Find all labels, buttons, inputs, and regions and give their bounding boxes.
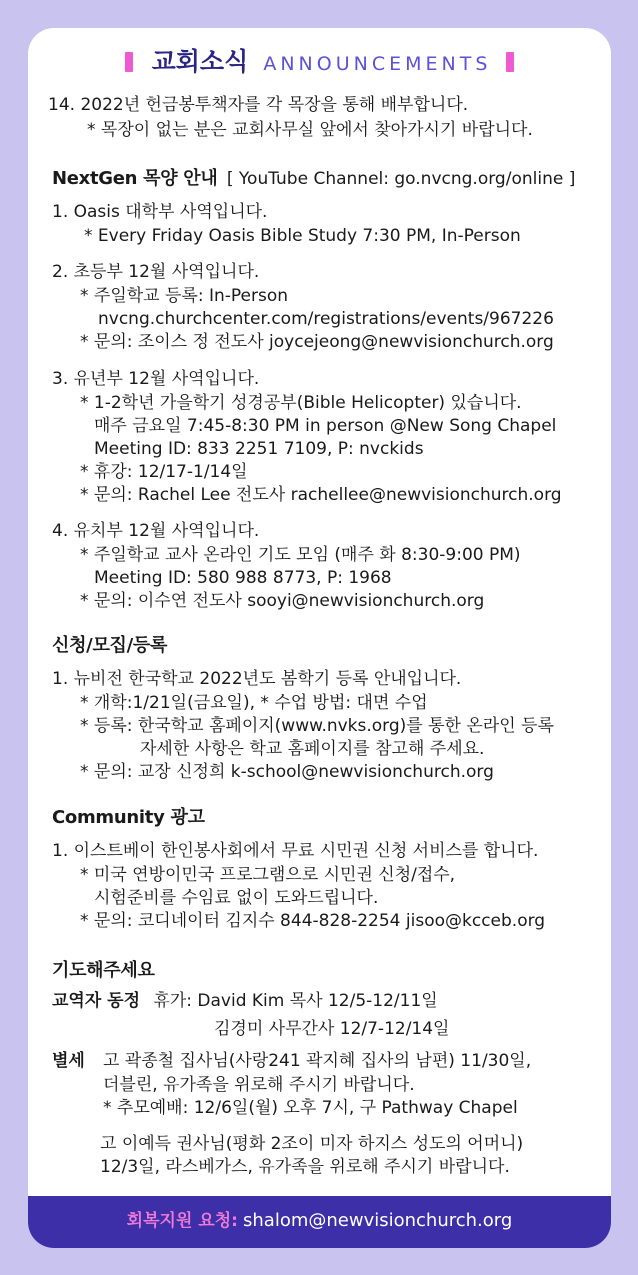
registration-line: * 등록: 한국학교 홈페이지(www.nvks.org)를 통한 온라인 등록 [80,716,554,736]
staff-line2: 김경미 사무간사 12/7-12/14일 [214,1019,450,1039]
nextgen-item3-line: 매주 금요일 7:45-8:30 PM in person @New Song Chapel [94,416,557,436]
nextgen-item3-line: * 문의: Rachel Lee 전도사 rachellee@newvisionchurch.org [80,485,562,505]
registration-title: 1. 뉴비전 한국학교 2022년도 봄학기 등록 안내입니다. [52,669,462,689]
item14-line1: 14. 2022년 헌금봉투책자를 각 목장을 통해 배부합니다. [48,95,469,115]
nextgen-item2-line: nvcng.churchcenter.com/registrations/events/967226 [98,309,554,329]
passing-label: 별세 [52,1051,85,1071]
community-line: * 미국 연방이민국 프로그램으로 시민권 신청/접수, [80,865,456,885]
nextgen-item2-line: * 주일학교 등록: In-Person [80,286,289,306]
registration-line: * 개학:1/21일(금요일), * 수업 방법: 대면 수업 [80,693,428,713]
nextgen-item4-line: * 문의: 이수연 전도사 sooyi@newvisionchurch.org [80,591,485,611]
passing-line: 12/3일, 라스베가스, 유가족을 위로해 주시기 바랍니다. [100,1157,510,1177]
nextgen-channel: [ YouTube Channel: go.nvcng.org/online ] [226,169,576,189]
nextgen-heading-row [52,168,575,190]
title-english: ANNOUNCEMENTS [263,53,492,75]
registration-heading: 신청/모집/등록 [52,635,168,656]
nextgen-item3-line: * 1-2학년 가을학기 성경공부(Bible Helicopter) 있습니다. [80,393,522,413]
item14-line2: * 목장이 없는 분은 교회사무실 앞에서 찾아가시기 바랍니다. [87,120,533,140]
community-title: 1. 이스트베이 한인봉사회에서 무료 시민권 신청 서비스를 합니다. [52,841,539,861]
title-korean: 교회소식 [151,47,249,76]
passing-line: 고 곽종철 집사님(사랑241 곽지혜 집사의 남편) 11/30일, [103,1051,532,1071]
nextgen-item4-line: * 주일학교 교사 온라인 기도 모임 (매주 화 8:30-9:00 PM) [80,545,521,565]
announcement-card [28,28,611,1248]
nextgen-item4-title: 4. 유치부 12월 사역입니다. [52,521,260,541]
registration-line: * 문의: 교장 신정희 k-school@newvisionchurch.org [80,762,494,782]
nextgen-item3-title: 3. 유년부 12월 사역입니다. [52,369,260,389]
staff-label: 교역자 동정 [52,991,141,1011]
footer-bar [28,1196,611,1248]
nextgen-item4-line: Meeting ID: 580 988 8773, P: 1968 [94,568,392,588]
staff-row [52,990,438,1012]
footer-label: 회복지원 요청: [126,1211,238,1231]
nextgen-item3-line: Meeting ID: 833 2251 7109, P: nvckids [94,439,424,459]
nextgen-item2-title: 2. 초등부 12월 사역입니다. [52,262,260,282]
nextgen-heading: NextGen 목양 안내 [52,168,218,189]
registration-line: 자세한 사항은 학교 홈페이지를 참고해 주세요. [140,739,485,759]
passing-line: 더블린, 유가족을 위로해 주시기 바랍니다. [103,1075,415,1095]
footer-email-link[interactable]: shalom@newvisionchurch.org [243,1210,513,1231]
nextgen-item2-line: * 문의: 조이스 정 전도사 joycejeong@newvisionchurch.org [80,332,554,352]
passing-line: 고 이예득 권사님(평화 2조이 미자 하지스 성도의 어머니) [100,1134,524,1154]
announcement-body [28,28,611,1248]
community-line: * 문의: 코디네이터 김지수 844-828-2254 jisoo@kcceb.org [80,911,546,931]
nextgen-item1-line: * Every Friday Oasis Bible Study 7:30 PM, In-Person [84,226,521,246]
community-heading: Community 광고 [52,807,205,828]
staff-line1: 휴가: David Kim 목사 12/5-12/11일 [153,991,438,1011]
passing-line: * 추모예배: 12/6일(월) 오후 7시, 구 Pathway Chapel [103,1098,518,1118]
community-line: 시험준비를 수임료 없이 도와드립니다. [94,888,379,908]
nextgen-item3-line: * 휴강: 12/17-1/14일 [80,462,248,482]
nextgen-item1-title: 1. Oasis 대학부 사역입니다. [52,202,268,222]
prayer-heading: 기도해주세요 [52,960,155,981]
